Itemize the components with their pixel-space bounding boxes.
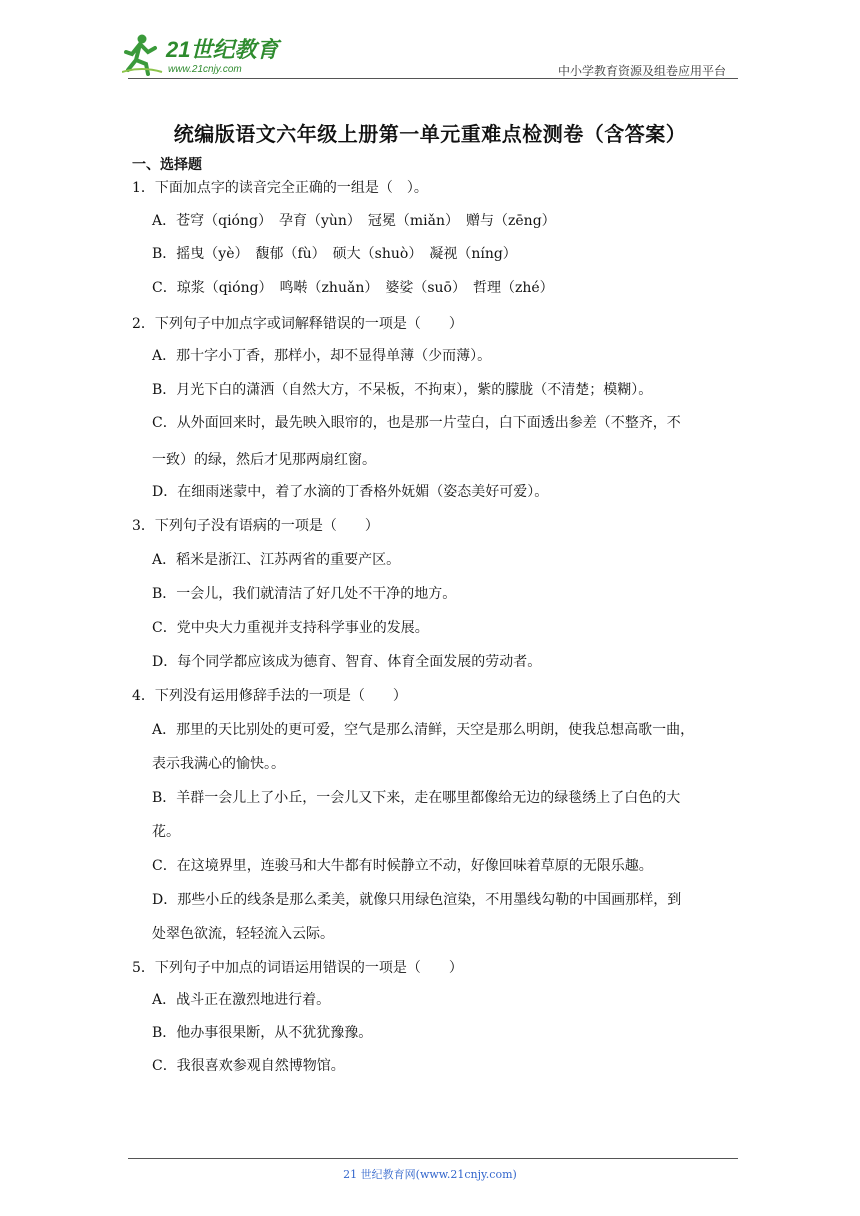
logo-text: 21世纪教育 bbox=[166, 37, 279, 62]
q1-option-b: B．摇曳（yè） 馥郁（fù） 硕大（shuò） 凝视（níng） bbox=[152, 246, 517, 262]
platform-name: 中小学教育资源及组卷应用平台 bbox=[557, 64, 726, 78]
q4-option-a-line1: A．那里的天比别处的更可爱，空气是那么清鲜，天空是那么明朗，使我总想高歌一曲， bbox=[152, 722, 695, 738]
question-5-stem: 5．下列句子中加点的词语运用错误的一项是（ ） bbox=[132, 960, 463, 976]
logo-url: www.21cnjy.com bbox=[168, 64, 242, 75]
q4-option-b-line1: B．羊群一会儿上了小丘，一会儿又下来，走在哪里都像给无边的绿毯绣上了白色的大 bbox=[152, 790, 681, 806]
q4-option-b-line2: 花。 bbox=[152, 824, 180, 840]
section-heading: 一、选择题 bbox=[132, 157, 202, 173]
q4-option-a-line2: 表示我满心的愉快。。 bbox=[152, 756, 285, 772]
q2-option-d: D．在细雨迷蒙中，着了水滴的丁香格外妩媚（姿态美好可爱）。 bbox=[152, 484, 549, 500]
q5-option-b: B．他办事很果断，从不犹犹豫豫。 bbox=[152, 1025, 373, 1041]
question-4-stem: 4．下列没有运用修辞手法的一项是（ ） bbox=[132, 688, 407, 704]
q3-option-b: B．一会儿，我们就清洁了好几处不干净的地方。 bbox=[152, 586, 457, 602]
q5-option-c: C．我很喜欢参观自然博物馆。 bbox=[152, 1058, 345, 1074]
q3-option-a: A．稻米是浙江、江苏两省的重要产区。 bbox=[152, 552, 401, 568]
q1-option-c: C．琼浆（qióng） 鸣啭（zhuǎn） 婆娑（suō） 哲理（zhé） bbox=[152, 280, 554, 296]
question-2-stem: 2．下列句子中加点字或词解释错误的一项是（ ） bbox=[132, 316, 463, 332]
runner-icon bbox=[122, 35, 162, 75]
footer-divider bbox=[128, 1158, 738, 1159]
footer-link[interactable]: 21 世纪教育网(www.21cnjy.com) bbox=[343, 1168, 517, 1181]
logo-21cnjy bbox=[122, 30, 287, 76]
question-1-stem: 1．下面加点字的读音完全正确的一组是（ ）。 bbox=[132, 180, 428, 196]
q5-option-a: A．战斗正在激烈地进行着。 bbox=[152, 992, 331, 1008]
q4-option-c: C．在这境界里，连骏马和大牛都有时候静立不动，好像回味着草原的无限乐趣。 bbox=[152, 858, 653, 874]
page-title: 统编版语文六年级上册第一单元重难点检测卷（含答案） bbox=[173, 122, 687, 146]
page-header bbox=[122, 28, 738, 78]
question-3-stem: 3．下列句子没有语病的一项是（ ） bbox=[132, 518, 379, 534]
q2-option-b: B．月光下白的潇洒（自然大方，不呆板，不拘束），紫的朦胧（不清楚；模糊）。 bbox=[152, 382, 653, 398]
header-divider bbox=[128, 78, 738, 79]
q4-option-d-line2: 处翠色欲流，轻轻流入云际。 bbox=[152, 926, 334, 942]
q2-option-c-line2: 一致）的绿，然后才见那两扇红窗。 bbox=[152, 452, 376, 468]
q3-option-c: C．党中央大力重视并支持科学事业的发展。 bbox=[152, 620, 429, 636]
q2-option-a: A．那十字小丁香，那样小，却不显得单薄（少而薄）。 bbox=[152, 348, 492, 364]
q1-option-a: A．苍穹（qióng） 孕育（yùn） 冠冕（miǎn） 赠与（zēng） bbox=[152, 213, 556, 229]
q3-option-d: D．每个同学都应该成为德育、智育、体育全面发展的劳动者。 bbox=[152, 654, 542, 670]
q2-option-c-line1: C．从外面回来时，最先映入眼帘的，也是那一片莹白，白下面透出参差（不整齐，不 bbox=[152, 415, 681, 431]
q4-option-d-line1: D．那些小丘的线条是那么柔美，就像只用绿色渲染，不用墨线勾勒的中国画那样，到 bbox=[152, 892, 682, 908]
